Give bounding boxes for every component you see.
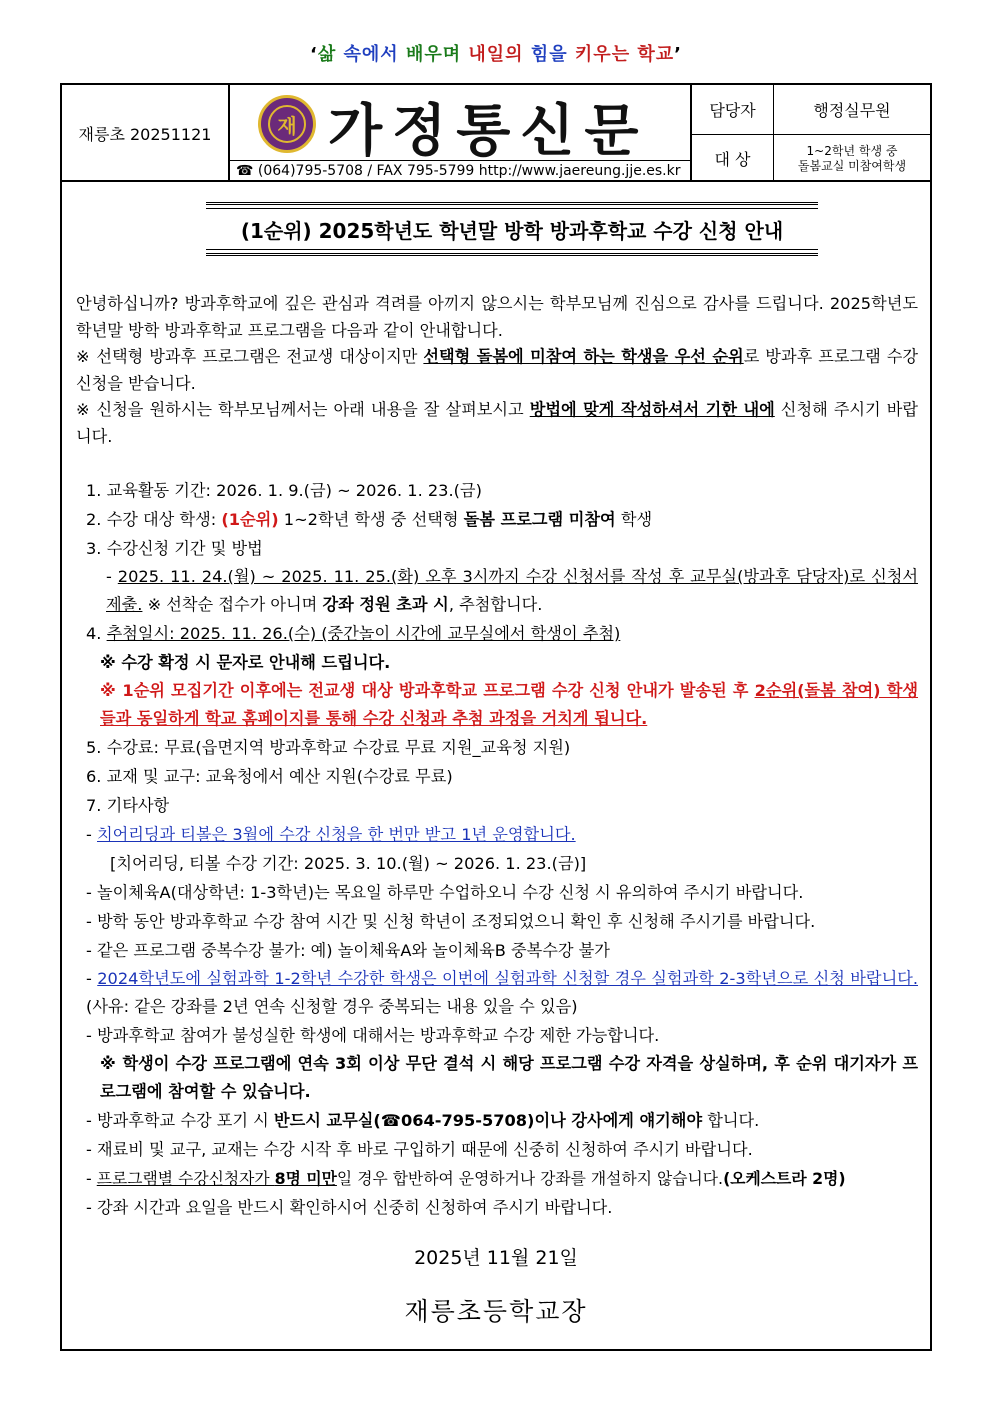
item-draw-date: 4. 추첨일시: 2025. 11. 26.(수) (중간놀이 시간에 교무실에서 학생이 추첨) bbox=[86, 624, 621, 643]
motto-word: 키우는 bbox=[574, 44, 631, 65]
item-period: 1. 교육활동 기간: 2026. 1. 9.(금) ~ 2026. 1. 23.(금) bbox=[86, 481, 482, 500]
issue-date: 2025년 11월 21일 bbox=[414, 1247, 578, 1269]
other-pe-a: - 놀이체육A(대상학년: 1-3학년)는 목요일 하루만 수업하오니 수강 신청 시 유의하여 주시기 바랍니다. bbox=[86, 883, 804, 902]
other-cheer-tball-period: [치어리딩, 티볼 수강 기간: 2025. 3. 10.(월) ~ 2026. 1. 23.(금)] bbox=[110, 854, 587, 873]
item-draw-note: ※ 수강 확정 시 문자로 안내해 드립니다. bbox=[100, 653, 391, 672]
item-method-detail: - 2025. 11. 24.(월) ~ 2025. 11. 25.(화) 오후 3시까지 수강 신청서를 작성 후 교무실(방과후 담당자)로 신청서 제출. ※ 선착순 접수가 아니며 강좌 정원 초과 시, 추첨합니다. bbox=[106, 567, 918, 614]
item-other-heading: 7. 기타사항 bbox=[86, 796, 170, 815]
newsletter-name: 가정통신문 bbox=[328, 98, 649, 164]
motto-quote-close: ’ bbox=[674, 44, 682, 65]
notice-items bbox=[76, 476, 918, 1222]
motto-word: 학교 bbox=[637, 44, 675, 65]
motto-word: 배우며 bbox=[405, 44, 462, 65]
notice-body bbox=[76, 291, 918, 1222]
intro-note-method: ※ 신청을 원하시는 학부모님께서는 아래 내용을 잘 살펴보시고 방법에 맞게 작성하셔서 기한 내에 신청해 주시기 바랍니다. bbox=[76, 400, 918, 446]
other-science: - 2024학년도에 실험과학 1-2학년 수강한 학생은 이번에 실험과학 신청할 경우 실험과학 2-3학년으로 신청 바랍니다. (사유: 같은 강좌를 2년 연속 신청할 경우 중복되는 내용 있을 수 있음) bbox=[86, 969, 918, 1016]
other-absence-note: ※ 학생이 수강 프로그램에 연속 3회 이상 무단 결석 시 해당 프로그램 수강 자격을 상실하며, 후 순위 대기자가 프로그램에 참여할 수 있습니다. bbox=[100, 1054, 918, 1101]
notice-title: (1순위) 2025학년도 학년말 방학 방과후학교 수강 신청 안내 bbox=[206, 202, 818, 256]
item-materials: 6. 교재 및 교구: 교육청에서 예산 지원(수강료 무료) bbox=[86, 767, 453, 786]
intro-section bbox=[76, 291, 918, 450]
newsletter-title-block bbox=[230, 85, 692, 182]
meta-row-target bbox=[692, 135, 930, 182]
school-seal-icon bbox=[258, 95, 316, 153]
other-withdraw: - 방과후학교 수강 포기 시 반드시 교무실(☎064-795-5708)이나 강사에게 얘기해야 합니다. bbox=[86, 1111, 760, 1130]
motto-word: 내일의 bbox=[468, 44, 524, 65]
intro-note-priority: ※ 선택형 방과후 프로그램은 전교생 대상이지만 선택형 돌봄에 미참여 하는 학생을 우선 순위로 방과후 프로그램 수강 신청을 받습니다. bbox=[76, 347, 918, 393]
other-no-duplicate: - 같은 프로그램 중복수강 불가: 예) 놀이체육A와 놀이체육B 중복수강 불가 bbox=[86, 941, 610, 960]
target-value-line: 돌봄교실 미참여학생 bbox=[797, 158, 907, 173]
contact-info: ☎ (064)795-5708 / FAX 795-5799 http://www.jaereung.jje.es.kr bbox=[230, 160, 690, 182]
item-fee: 5. 수강료: 무료(읍면지역 방과후학교 수강료 무료 지원_교육청 지원) bbox=[86, 738, 571, 757]
other-attendance: - 방과후학교 참여가 불성실한 학생에 대해서는 방과후학교 수강 제한 가능합니다. bbox=[86, 1026, 660, 1045]
other-min-enrollment: - 프로그램별 수강신청자가 8명 미만일 경우 합반하여 운영하거나 강좌를 개설하지 않습니다.(오케스트라 2명) bbox=[86, 1169, 846, 1188]
target-value bbox=[774, 135, 930, 182]
motto-word: 힘을 bbox=[530, 44, 568, 65]
principal-signature: 재릉초등학교장 bbox=[404, 1297, 588, 1326]
other-check-schedule: - 강좌 시간과 요일을 반드시 확인하시어 신중히 신청하여 주시기 바랍니다. bbox=[86, 1198, 613, 1217]
manager-label: 담당자 bbox=[692, 85, 774, 134]
document-frame bbox=[60, 83, 932, 1351]
target-value-line: 1~2학년 학생 중 bbox=[806, 143, 898, 158]
seal-character: 재 bbox=[268, 105, 306, 143]
other-materials-cost: - 재료비 및 교구, 교재는 수강 시작 후 바로 구입하기 때문에 신중히 신청하여 주시기 바랍니다. bbox=[86, 1140, 753, 1159]
other-schedule-adjusted: - 방학 동안 방과후학교 수강 참여 시간 및 신청 학년이 조정되었으니 확인 후 신청해 주시기를 바랍니다. bbox=[86, 912, 816, 931]
school-motto bbox=[0, 40, 992, 66]
manager-value: 행정실무원 bbox=[813, 101, 891, 120]
target-label: 대 상 bbox=[692, 135, 774, 182]
document-id: 재릉초 20251121 bbox=[62, 85, 230, 182]
motto-quote-open: ‘ bbox=[309, 44, 318, 65]
motto-word: 속에서 bbox=[343, 44, 399, 65]
meta-table bbox=[692, 85, 930, 182]
motto-word: 삶 bbox=[317, 44, 337, 65]
intro-paragraph: 안녕하십니까? 방과후학교에 깊은 관심과 격려를 아끼지 않으시는 학부모님께 진심으로 감사를 드립니다. 2025학년도 학년말 방학 방과후학교 프로그램을 다음과 같이 안내합니다. bbox=[76, 294, 918, 340]
letterhead bbox=[62, 85, 930, 182]
item-method-heading: 3. 수강신청 기간 및 방법 bbox=[86, 539, 263, 558]
item-second-priority-note: ※ 1순위 모집기간 이후에는 전교생 대상 방과후학교 프로그램 수강 신청 안내가 발송된 후 2순위(돌봄 참여) 학생들과 동일하게 학교 홈페이지를 통해 수강 신청과 추첨 과정을 거치게 됩니다. bbox=[100, 681, 918, 728]
item-target: 2. 수강 대상 학생: (1순위) 1~2학년 학생 중 선택형 돌봄 프로그램 미참여 학생 bbox=[86, 510, 653, 529]
other-cheer-tball: - 치어리딩과 티볼은 3월에 수강 신청을 한 번만 받고 1년 운영합니다. bbox=[86, 825, 576, 844]
meta-row-manager bbox=[692, 85, 930, 135]
